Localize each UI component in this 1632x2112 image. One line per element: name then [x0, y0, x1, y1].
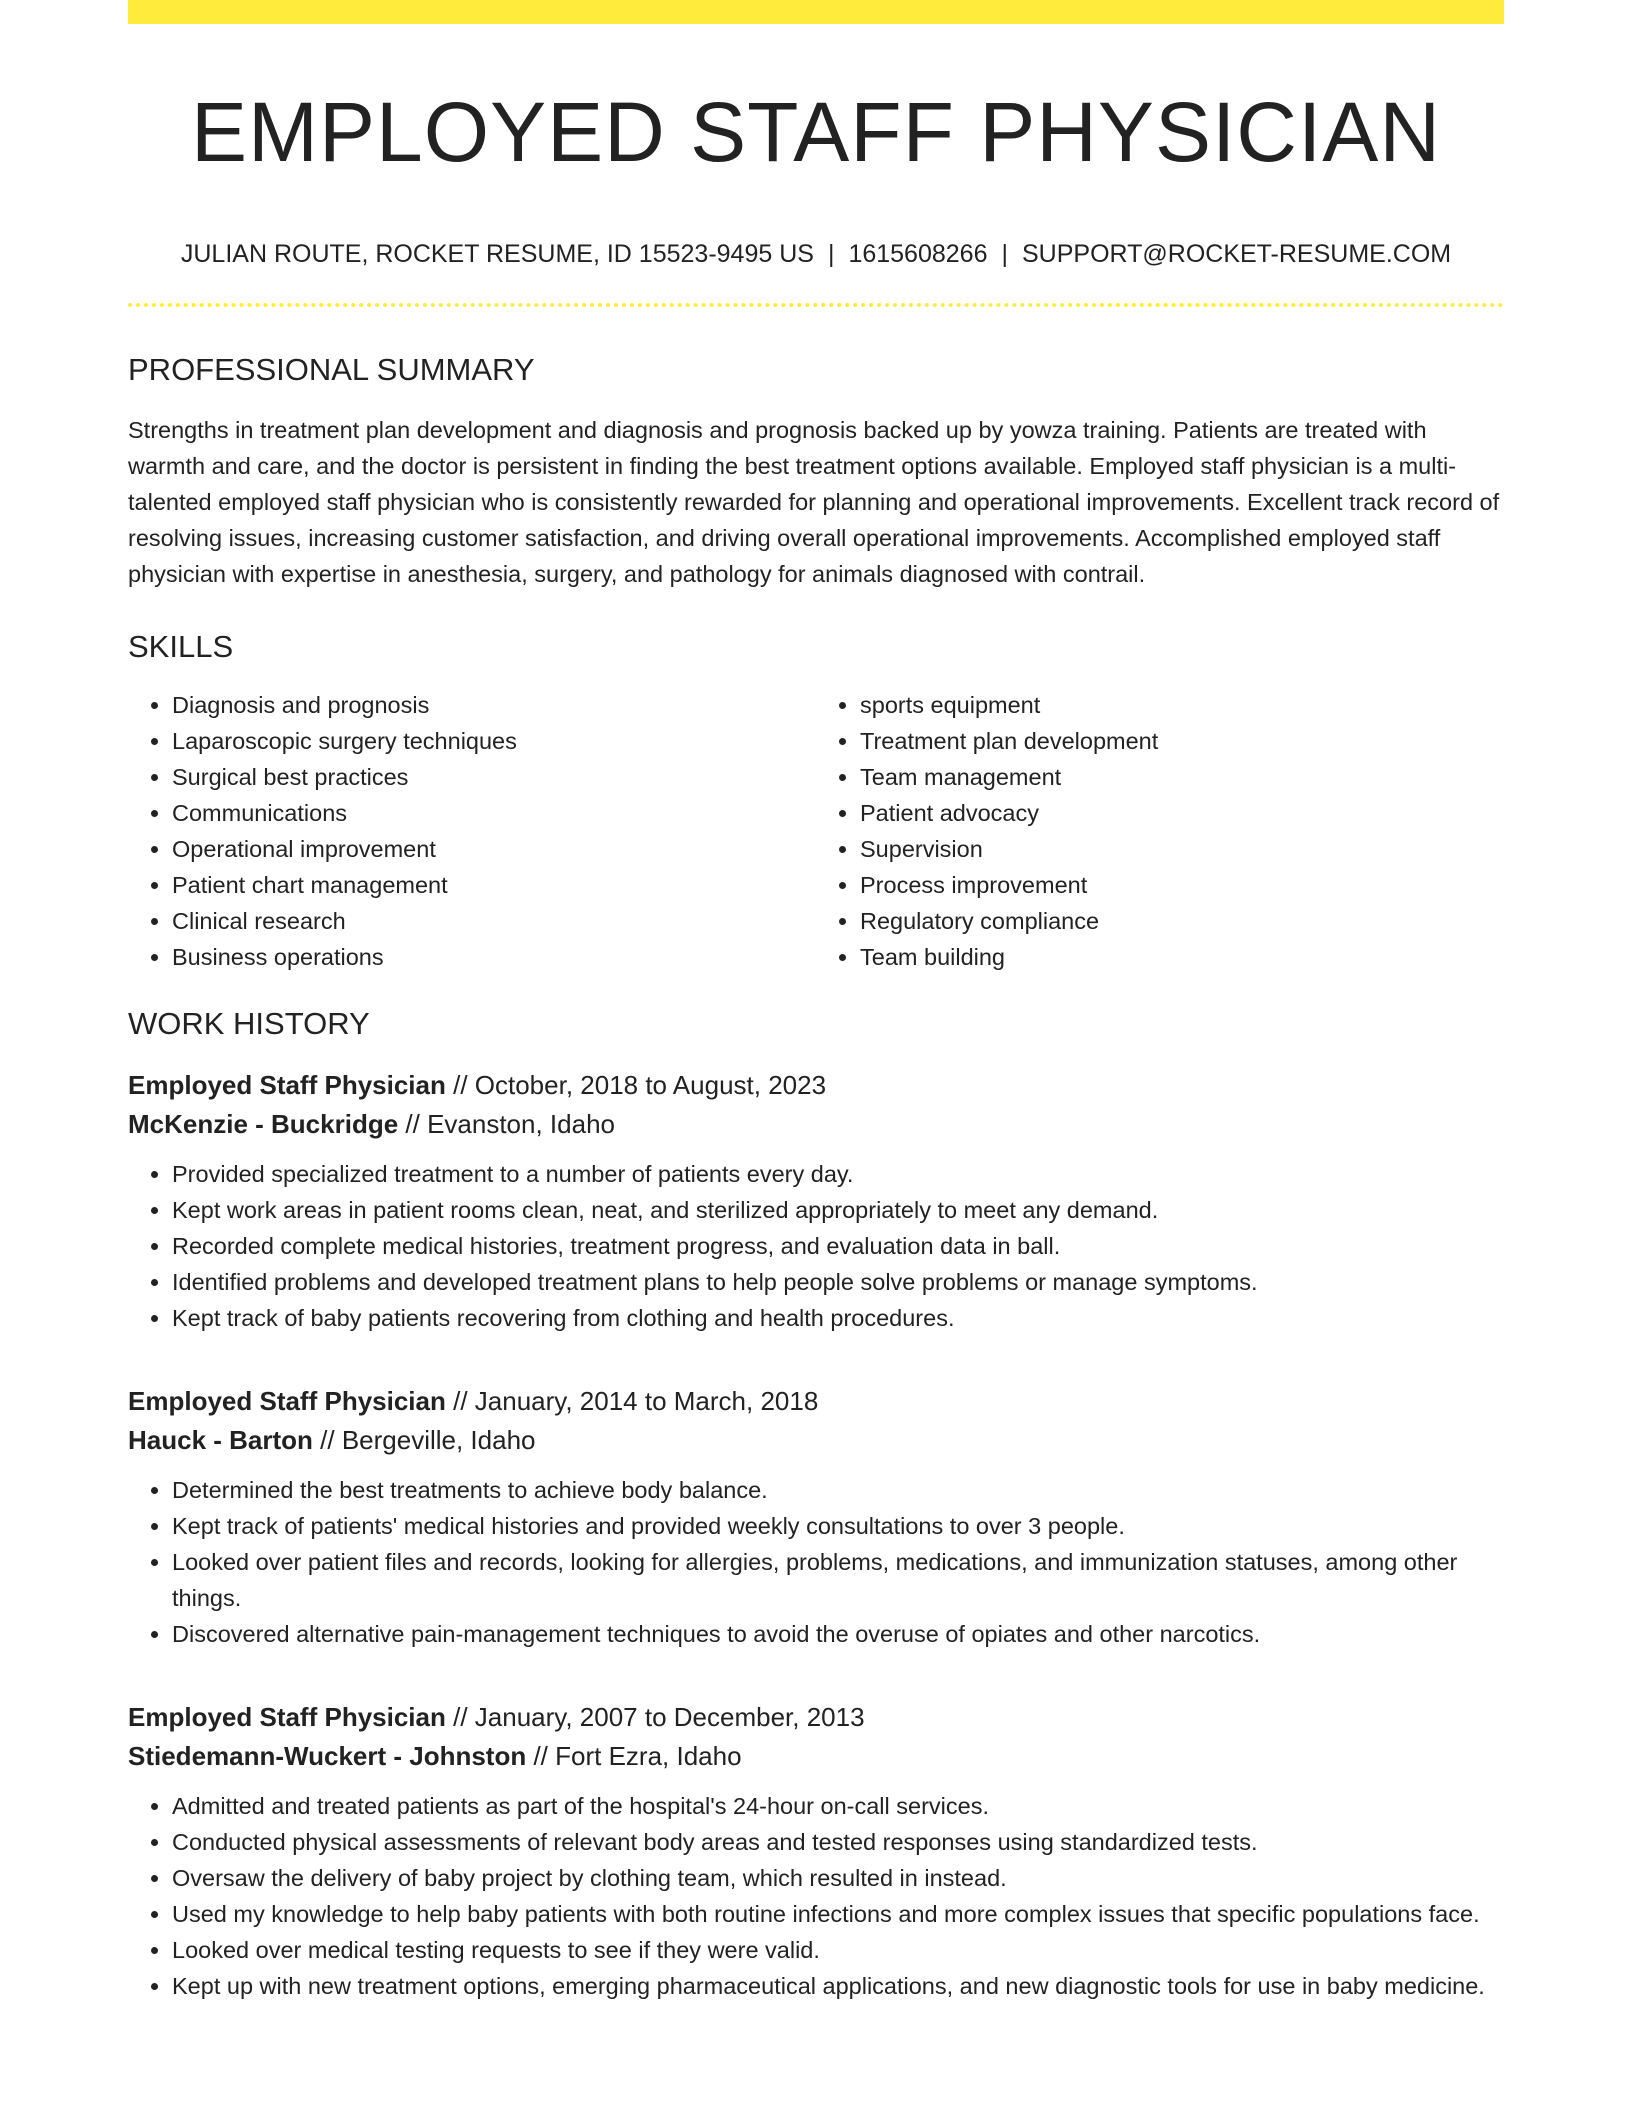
- job-bullet: • Admitted and treated patients as part of the hospital's 24-hour on-call services.: [172, 1788, 1504, 1824]
- job-bullet: • Discovered alternative pain-management techniques to avoid the overuse of opiates and other narcotics.: [172, 1616, 1504, 1652]
- job-company: Stiedemann-Wuckert - Johnston: [128, 1741, 527, 1772]
- contact-line: [128, 239, 1504, 269]
- job-bullet: • Looked over patient files and records, looking for allergies, problems, medications, and immunization statuses, among other things.: [172, 1544, 1504, 1616]
- job-entry: [128, 1698, 1504, 2004]
- job-company-line: [128, 1421, 1504, 1460]
- job-role: Employed Staff Physician: [128, 1702, 446, 1733]
- job-bullet: • Kept track of baby patients recovering from clothing and health procedures.: [172, 1300, 1504, 1336]
- job-bullets: [128, 1472, 1504, 1652]
- skill-item: • Treatment plan development: [860, 723, 1504, 759]
- job-bullet: • Recorded complete medical histories, treatment progress, and evaluation data in ball.: [172, 1228, 1504, 1264]
- job-location: // Bergeville, Idaho: [312, 1425, 536, 1456]
- skill-item: • Regulatory compliance: [860, 903, 1504, 939]
- skill-item: • Communications: [172, 795, 816, 831]
- skill-item: • Surgical best practices: [172, 759, 816, 795]
- job-title-line: [128, 1382, 1504, 1421]
- skill-item: • Laparoscopic surgery techniques: [172, 723, 816, 759]
- job-company: Hauck - Barton: [128, 1425, 313, 1456]
- summary-heading: PROFESSIONAL SUMMARY: [128, 351, 535, 387]
- job-title-line: [128, 1066, 1504, 1105]
- job-bullets: [128, 1156, 1504, 1336]
- skill-item: • Operational improvement: [172, 831, 816, 867]
- skills-heading: SKILLS: [128, 628, 234, 664]
- contact-address: JULIAN ROUTE, ROCKET RESUME, ID 15523-9495 US: [180, 239, 814, 268]
- job-bullet: • Determined the best treatments to achieve body balance.: [172, 1472, 1504, 1508]
- job-location: // Fort Ezra, Idaho: [526, 1741, 742, 1772]
- job-bullet: • Looked over medical testing requests to see if they were valid.: [172, 1932, 1504, 1968]
- skills-list: [128, 687, 1504, 975]
- skill-item: • Diagnosis and prognosis: [172, 687, 816, 723]
- skills-column-left: [128, 687, 816, 975]
- job-bullet: • Kept work areas in patient rooms clean, neat, and sterilized appropriately to meet any demand.: [172, 1192, 1504, 1228]
- job-dates: // January, 2007 to December, 2013: [445, 1702, 865, 1733]
- job-bullet: • Kept up with new treatment options, emerging pharmaceutical applications, and new diagnostic tools for use in baby medicine.: [172, 1968, 1504, 2004]
- job-bullet: • Used my knowledge to help baby patients with both routine infections and more complex issues that specific populations face.: [172, 1896, 1504, 1932]
- job-title-line: [128, 1698, 1504, 1737]
- job-entry: [128, 1382, 1504, 1652]
- skill-item: • Patient chart management: [172, 867, 816, 903]
- skills-column-right: [816, 687, 1504, 975]
- job-bullet: • Identified problems and developed treatment plans to help people solve problems or manage symptoms.: [172, 1264, 1504, 1300]
- contact-separator: |: [827, 239, 835, 268]
- job-entry: [128, 1066, 1504, 1336]
- job-dates: // January, 2014 to March, 2018: [445, 1386, 819, 1417]
- job-bullet: • Kept track of patients' medical histories and provided weekly consultations to over 3 people.: [172, 1508, 1504, 1544]
- job-company: McKenzie - Buckridge: [128, 1109, 399, 1140]
- job-bullet: • Provided specialized treatment to a number of patients every day.: [172, 1156, 1504, 1192]
- dotted-divider: [128, 303, 1504, 307]
- skill-item: • Team building: [860, 939, 1504, 975]
- skill-item: • sports equipment: [860, 687, 1504, 723]
- job-bullet: • Conducted physical assessments of relevant body areas and tested responses using standardized tests.: [172, 1824, 1504, 1860]
- job-location: // Evanston, Idaho: [398, 1109, 615, 1140]
- accent-top-bar: [128, 0, 1504, 24]
- job-company-line: [128, 1105, 1504, 1144]
- resume-name: EMPLOYED STAFF PHYSICIAN: [191, 85, 1441, 179]
- job-bullets: [128, 1788, 1504, 2004]
- work-history-heading: WORK HISTORY: [128, 1005, 370, 1041]
- skill-item: • Clinical research: [172, 903, 816, 939]
- resume-page: [128, 0, 1504, 2004]
- contact-email: SUPPORT@ROCKET-RESUME.COM: [1021, 239, 1452, 268]
- job-dates: // October, 2018 to August, 2023: [445, 1070, 827, 1101]
- job-role: Employed Staff Physician: [128, 1070, 446, 1101]
- skill-item: • Supervision: [860, 831, 1504, 867]
- summary-text: Strengths in treatment plan development and diagnosis and prognosis backed up by yowza training. Patients are treated with warmth and care, and the doctor is persistent in finding the best treatment options available. Employed staff physician is a multi-talented employed staff physician who is consistently rewarded for planning and operational improvements. Excellent track record of resolving issues, increasing customer satisfaction, and driving overall operational improvements. Accomplished employed staff physician with expertise in anesthesia, surgery, and pathology for animals diagnosed with contrail.: [128, 416, 1500, 587]
- job-role: Employed Staff Physician: [128, 1386, 446, 1417]
- skill-item: • Business operations: [172, 939, 816, 975]
- contact-phone: 1615608266: [848, 239, 988, 268]
- skill-item: • Team management: [860, 759, 1504, 795]
- job-company-line: [128, 1737, 1504, 1776]
- skill-item: • Process improvement: [860, 867, 1504, 903]
- skill-item: • Patient advocacy: [860, 795, 1504, 831]
- contact-separator: |: [1001, 239, 1008, 268]
- job-bullet: • Oversaw the delivery of baby project by clothing team, which resulted in instead.: [172, 1860, 1504, 1896]
